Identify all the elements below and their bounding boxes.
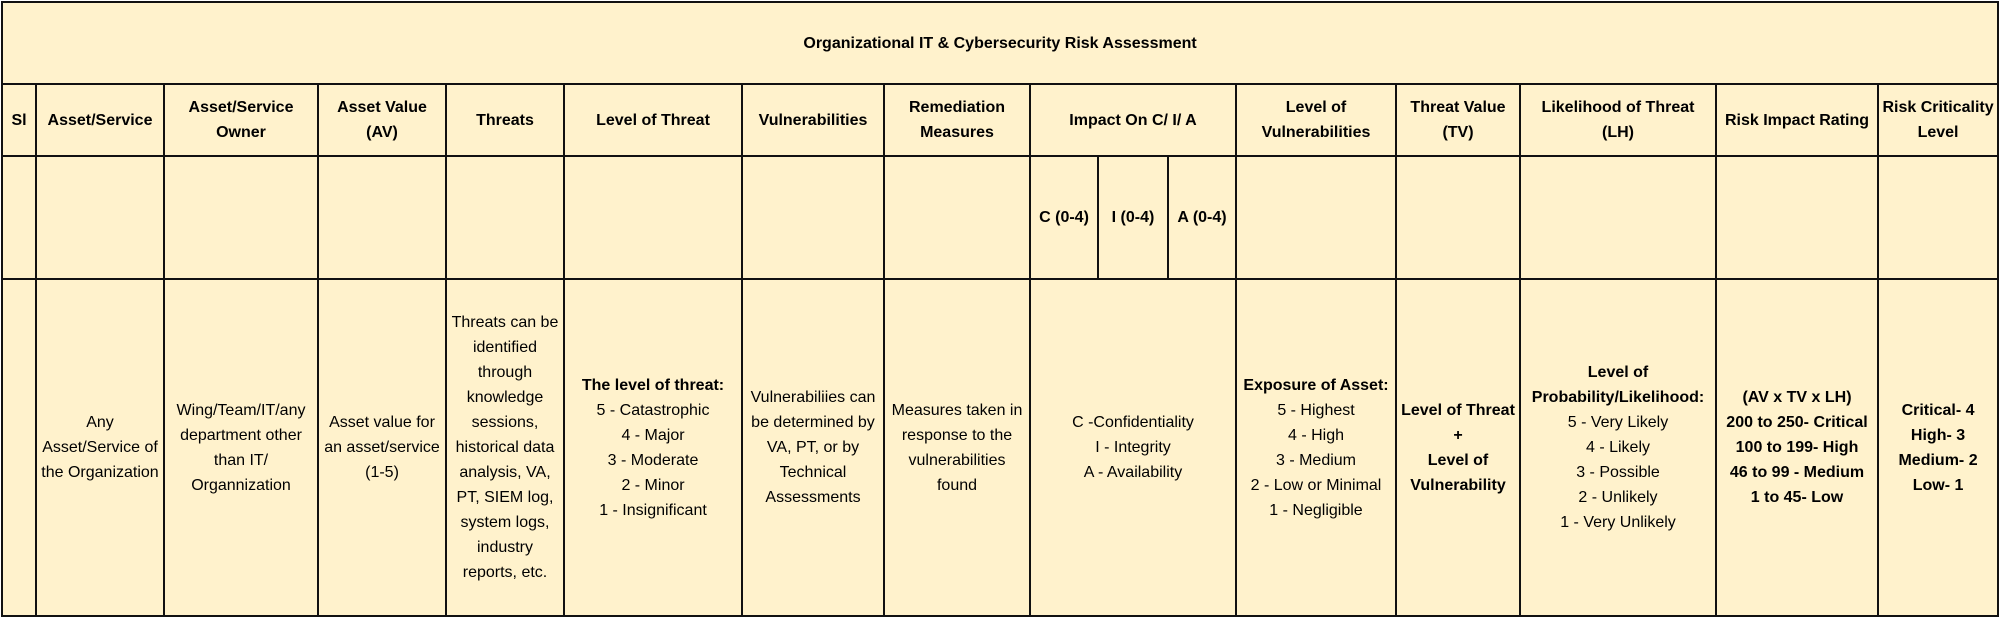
empty-cell xyxy=(318,156,446,279)
header-level-of-vulnerabilities: Level of Vulnerabilities xyxy=(1236,84,1396,156)
risk-criticality-description xyxy=(1878,279,1998,616)
empty-cell xyxy=(742,156,884,279)
list-item: 2 - Minor xyxy=(621,476,685,494)
list-item: 4 - Likely xyxy=(1585,439,1651,456)
risk-impact-description xyxy=(1716,279,1878,616)
description-row xyxy=(2,279,1998,616)
header-likelihood: Likelihood of Threat (LH) xyxy=(1520,84,1716,156)
empty-cell xyxy=(164,156,318,279)
list-item: 5 - Catastrophic xyxy=(596,401,710,419)
header-sl: Sl xyxy=(2,84,36,156)
list-item: 100 to 199- High xyxy=(1735,439,1859,456)
asset-description: Any Asset/Service of the Organization xyxy=(36,279,164,616)
empty-cell xyxy=(884,156,1030,279)
level-of-threat-description xyxy=(564,279,742,616)
list-item: I - Integrity xyxy=(1095,439,1171,456)
empty-cell xyxy=(1878,156,1998,279)
subheader-integrity: I (0-4) xyxy=(1098,156,1168,279)
title-row xyxy=(2,2,1998,84)
owner-description: Wing/Team/IT/any department other than IT/ Organnization xyxy=(164,279,318,616)
list-item: 5 - Highest xyxy=(1277,401,1355,419)
list-item: (AV x TV x LH) xyxy=(1742,389,1852,406)
header-level-of-threat: Level of Threat xyxy=(564,84,742,156)
remediation-description: Measures taken in response to the vulnerabilities found xyxy=(884,279,1030,616)
impact-description xyxy=(1030,279,1236,616)
list-item: Medium- 2 xyxy=(1898,451,1978,469)
subheader-confidentiality: C (0-4) xyxy=(1030,156,1098,279)
threat-value-line-2: Level of Vulnerability xyxy=(1410,451,1506,494)
header-threats: Threats xyxy=(446,84,564,156)
header-asset: Asset/Service xyxy=(36,84,164,156)
list-item: 2 - Unlikely xyxy=(1578,489,1658,506)
list-item: High- 3 xyxy=(1910,426,1966,444)
exposure-heading: Exposure of Asset: xyxy=(1243,376,1389,394)
empty-cell xyxy=(2,279,36,616)
list-item: 3 - Moderate xyxy=(607,451,699,469)
likelihood-description xyxy=(1520,279,1716,616)
header-risk-criticality: Risk Criticality Level xyxy=(1878,84,1998,156)
vulnerabilities-description: Vulnerabiliies can be determined by VA, PT, or by Technical Assessments xyxy=(742,279,884,616)
list-item: 3 - Possible xyxy=(1576,464,1660,481)
list-item: 1 - Very Unlikely xyxy=(1560,514,1676,531)
header-impact: Impact On C/ I/ A xyxy=(1030,84,1236,156)
threat-value-line-1: Level of Threat xyxy=(1401,401,1515,419)
empty-cell xyxy=(1716,156,1878,279)
sheet-title: Organizational IT & Cybersecurity Risk Assessment xyxy=(2,2,1998,84)
header-row xyxy=(2,84,1998,156)
list-item: 4 - Major xyxy=(621,426,685,444)
list-item: 4 - High xyxy=(1287,426,1345,444)
list-item: A - Availability xyxy=(1083,464,1183,481)
list-item: 46 to 99 - Medium xyxy=(1729,464,1865,481)
level-of-threat-heading: The level of threat: xyxy=(581,376,725,394)
empty-cell xyxy=(2,156,36,279)
list-item: Low- 1 xyxy=(1912,476,1964,494)
list-item: 1 - Negligible xyxy=(1269,501,1363,519)
header-vulnerabilities: Vulnerabilities xyxy=(742,84,884,156)
empty-cell xyxy=(564,156,742,279)
list-item: 1 - Insignificant xyxy=(599,501,707,519)
header-owner: Asset/Service Owner xyxy=(164,84,318,156)
empty-cell xyxy=(1236,156,1396,279)
list-item: C -Confidentiality xyxy=(1072,414,1194,431)
header-threat-value: Threat Value (TV) xyxy=(1396,84,1520,156)
empty-cell xyxy=(36,156,164,279)
list-item: 2 - Low or Minimal xyxy=(1250,476,1382,494)
threat-value-description xyxy=(1396,279,1520,616)
list-item: Critical- 4 xyxy=(1901,401,1975,419)
header-remediation: Remediation Measures xyxy=(884,84,1030,156)
level-of-vulnerabilities-description xyxy=(1236,279,1396,616)
list-item: 1 to 45- Low xyxy=(1750,489,1844,506)
empty-cell xyxy=(446,156,564,279)
header-asset-value: Asset Value (AV) xyxy=(318,84,446,156)
list-item: 3 - Medium xyxy=(1275,451,1357,469)
list-item: 5 - Very Likely xyxy=(1567,414,1669,431)
subheader-availability: A (0-4) xyxy=(1168,156,1236,279)
threats-description: Threats can be identified through knowledge sessions, historical data analysis, VA, PT, SIEM log, system logs, industry reports, etc. xyxy=(446,279,564,616)
asset-value-description: Asset value for an asset/service (1-5) xyxy=(318,279,446,616)
empty-cell xyxy=(1396,156,1520,279)
threat-value-plus: + xyxy=(1453,426,1463,444)
list-item: 200 to 250- Critical xyxy=(1726,414,1868,431)
risk-assessment-table xyxy=(1,1,1999,617)
header-risk-impact: Risk Impact Rating xyxy=(1716,84,1878,156)
empty-cell xyxy=(1520,156,1716,279)
subheader-row xyxy=(2,156,1998,279)
likelihood-heading: Level of Probability/Likelihood: xyxy=(1531,364,1705,406)
